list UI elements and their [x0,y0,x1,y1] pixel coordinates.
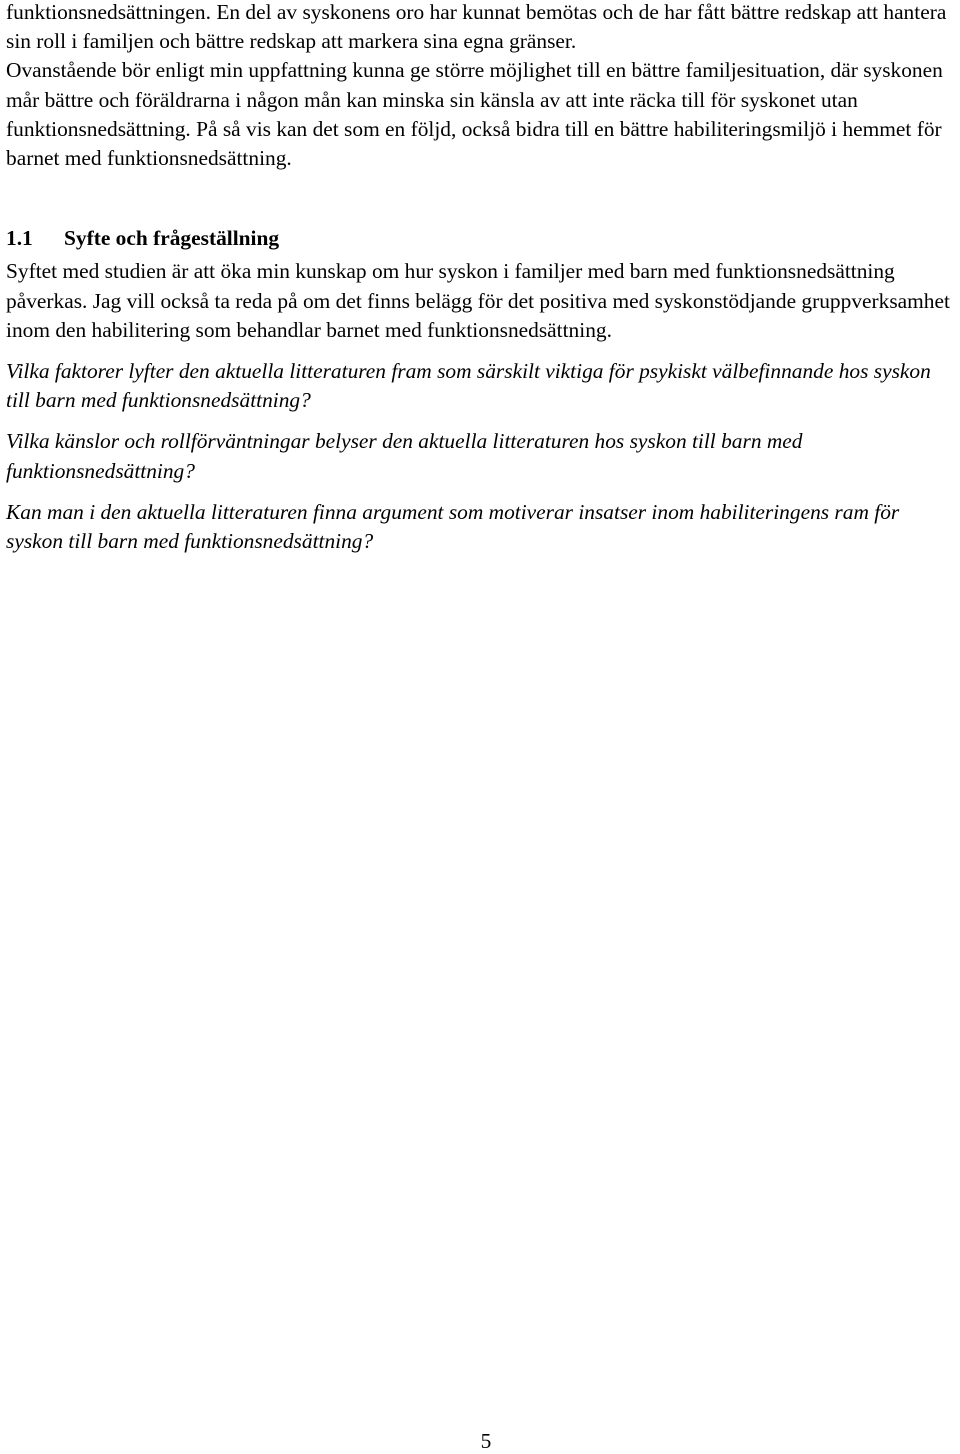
page-number: 5 [480,1429,492,1453]
paragraph-intro-continued: funktionsnedsättningen. En del av syskonens oro har kunnat bemötas och de har fått bättre redskap att hantera sin roll i familjen och bättre redskap att markera sina egna gränser. [6,0,947,54]
section-title: Syfte och frågeställning [64,226,280,251]
research-question-1: Vilka faktorer lyfter den aktuella litteraturen fram som särskilt viktiga för psykiskt välbefinnande hos syskon till barn med funktionsnedsättning? [6,359,931,413]
paragraph-conclusion: Ovanstående bör enligt min uppfattning kunna ge större möjlighet till en bättre familjesituation, där syskonen mår bättre och föräldrarna i någon mån kan minska sin känsla av att inte räcka till för syskonet utan funktionsnedsättning. På så vis kan det som en följd, också bidra till en bättre habiliteringsmiljö i hemmet för barnet med funktionsnedsättning. [6,58,943,171]
section-number: 1.1 [6,226,33,251]
document-page [6,0,958,556]
research-question-3: Kan man i den aktuella litteraturen finna argument som motiverar insatser inom habiliteringens ram för syskon till barn med funktionsnedsättning? [6,499,900,554]
research-question-2: Vilka känslor och rollförväntningar belyser den aktuella litteraturen hos syskon till barn med funktionsnedsättning? [6,429,803,483]
section-heading [6,224,958,253]
paragraph-purpose: Syftet med studien är att öka min kunskap om hur syskon i familjer med barn med funktionsnedsättning påverkas. Jag vill också ta reda på om det finns belägg för det positiva med syskonstödjande gruppverksamhet inom den habilitering som behandlar barnet med funktionsnedsättning. [6,259,950,342]
